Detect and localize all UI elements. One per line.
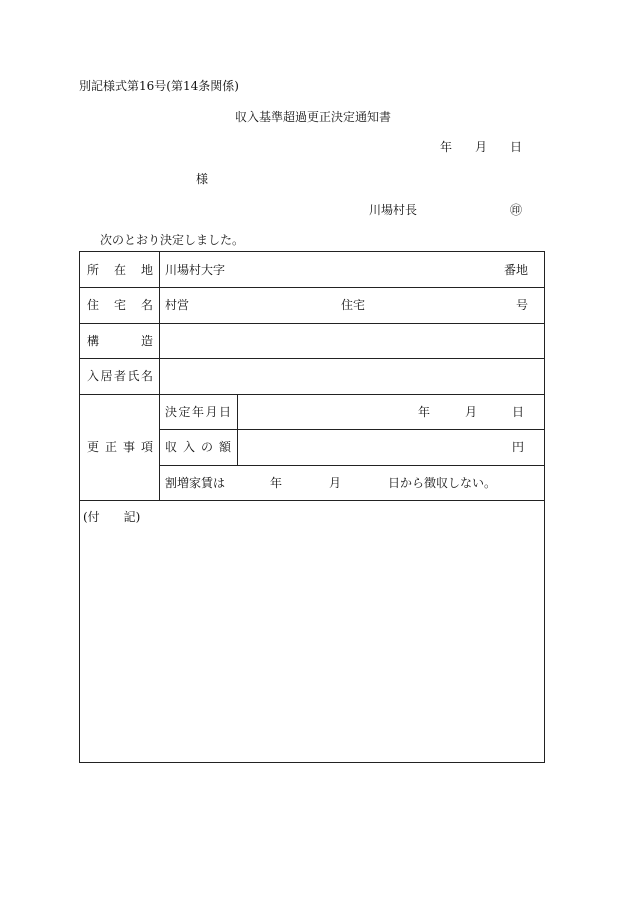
location-suffix: 番地 bbox=[504, 263, 529, 277]
decision-date-day: 日 bbox=[512, 405, 525, 419]
housing-name-label: 住 宅 名 bbox=[87, 298, 153, 312]
issue-date-month: 月 bbox=[474, 140, 487, 154]
issue-date-day: 日 bbox=[509, 140, 522, 154]
notes-area bbox=[80, 501, 544, 762]
surcharge-month: 月 bbox=[329, 476, 342, 490]
issue-date-year: 年 bbox=[440, 140, 453, 154]
notes-label: (付 記) bbox=[83, 510, 141, 524]
addressee-suffix: 様 bbox=[196, 172, 209, 186]
housing-name-suffix: 号 bbox=[516, 298, 529, 312]
location-label: 所 在 地 bbox=[87, 263, 153, 277]
housing-name-middle: 住宅 bbox=[341, 298, 366, 312]
location-prefix: 川場村大字 bbox=[165, 263, 226, 277]
decision-date-year: 年 bbox=[418, 405, 431, 419]
income-amount-label: 収 入 の 額 bbox=[165, 440, 231, 454]
issuer-name: 川場村長 bbox=[369, 203, 418, 217]
surcharge-prefix: 割増家賃は bbox=[165, 476, 226, 490]
structure-label: 構 造 bbox=[87, 334, 153, 348]
decision-date-month: 月 bbox=[465, 405, 478, 419]
seal-mark: ㊞ bbox=[510, 203, 523, 217]
notice-table bbox=[79, 251, 545, 763]
resident-name-label: 入 居 者 氏 名 bbox=[87, 369, 153, 383]
housing-name-prefix: 村営 bbox=[165, 298, 190, 312]
surcharge-year: 年 bbox=[270, 476, 283, 490]
surcharge-suffix: 日から徴収しない。 bbox=[388, 476, 497, 490]
income-amount-unit: 円 bbox=[512, 440, 525, 454]
issue-date bbox=[440, 140, 522, 154]
form-number: 別記様式第16号(第14条関係) bbox=[79, 79, 239, 93]
decision-date-label: 決 定 年 月 日 bbox=[165, 405, 231, 419]
intro-text: 次のとおり決定しました。 bbox=[100, 233, 245, 247]
document-title: 収入基準超過更正決定通知書 bbox=[235, 110, 392, 124]
correction-label: 更 正 事 項 bbox=[87, 440, 153, 454]
